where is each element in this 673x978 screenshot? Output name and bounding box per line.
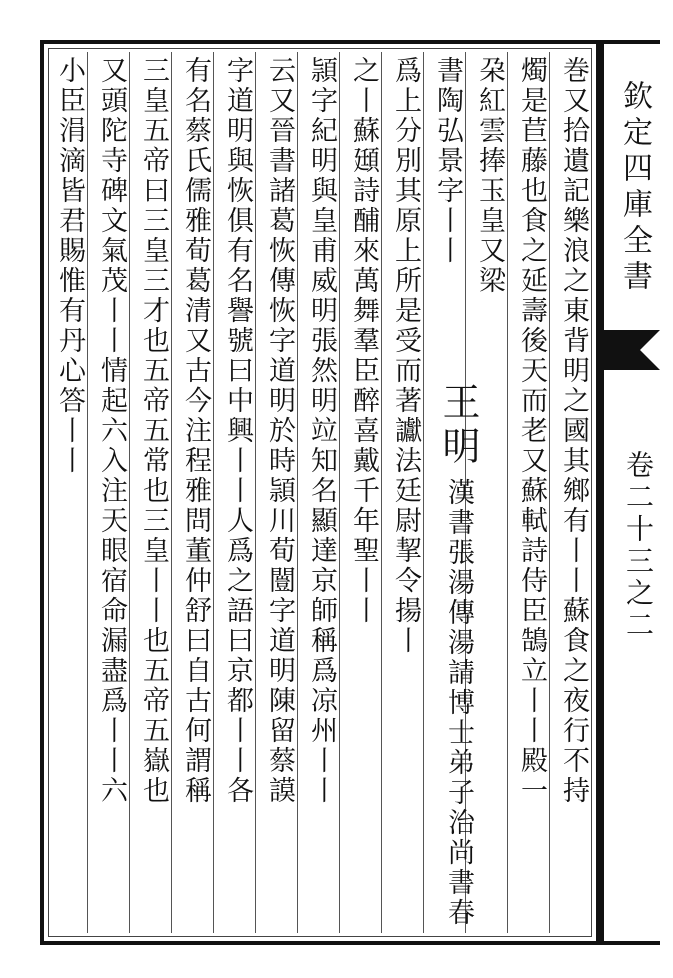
text-column-8: 頴字紀明與皇甫威明張然明竝知名顯達京師稱爲凉州丨丨 xyxy=(306,56,337,806)
text-column-3: 朶紅雲捧玉皇又梁 xyxy=(474,56,505,296)
text-column-1: 巻又拾遺記樂浪之東背明之國其鄉有丨丨蘇食之夜行不持 xyxy=(558,56,589,806)
page-frame xyxy=(40,40,600,945)
text-column-13: 又頭陀寺碑文氣茂丨丨情起六入注天眼宿命漏盡爲丨丨六 xyxy=(96,56,127,806)
entry-text: 漢書張湯傳湯請博士弟子治尚書春 xyxy=(443,478,474,928)
text-column-9: 云又晉書諸葛恢傳恢字道明於時頴川荀闓字道明陳留蔡謨 xyxy=(264,56,295,806)
text-column-10: 字道明與恢俱有名譽號曰中興丨丨人爲之語曰京都丨丨各 xyxy=(222,56,253,806)
fish-tail-mark xyxy=(600,320,673,380)
fore-edge-margin xyxy=(600,40,673,945)
text-column-5 xyxy=(436,374,480,929)
text-column-7: 之丨蘇頲詩酺來萬舞羣臣醉喜戴千年聖丨丨 xyxy=(348,56,379,626)
entry-heading: 王明 xyxy=(436,382,480,470)
text-column-2: 燭是苣藤也食之延壽後天而老又蘇軾詩侍臣鵠立丨丨殿一 xyxy=(516,56,547,806)
text-column-14: 小臣涓滴皆君賜惟有丹心答丨丨 xyxy=(54,56,85,476)
text-column-12: 三皇五帝曰三皇三才也五帝五常也三皇丨丨也五帝五嶽也 xyxy=(138,56,169,806)
text-column-6: 爲上分別其原上所是受而著讞法廷尉挈令揚丨 xyxy=(390,56,421,656)
text-column-4: 書陶弘景字丨丨 xyxy=(432,56,463,266)
text-column-11: 有名蔡氏儒雅荀葛清又古今注程雅問董仲舒曰自古何謂稱 xyxy=(180,56,211,806)
book-title: 欽定四庫全書 xyxy=(617,80,652,296)
volume-label: 卷二十三之二 xyxy=(622,450,655,642)
